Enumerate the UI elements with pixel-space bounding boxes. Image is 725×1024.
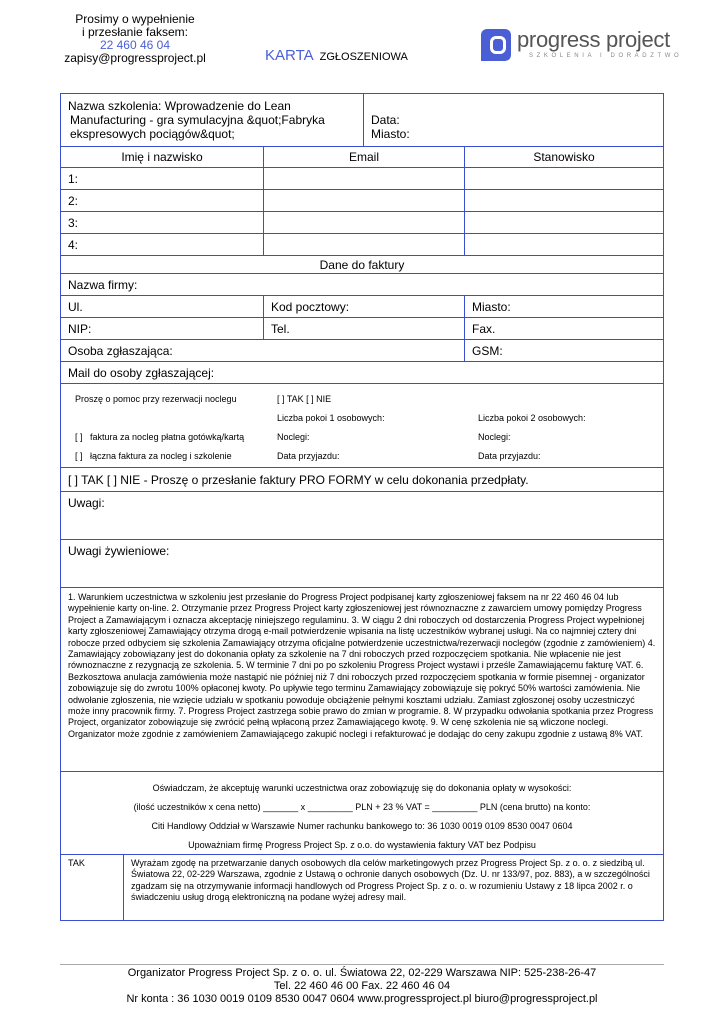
company-row xyxy=(61,273,663,295)
rooms-double-label: Liczba pokoi 2 osobowych: xyxy=(478,413,586,423)
participant-position-4[interactable] xyxy=(464,234,663,255)
joint-invoice-checkbox[interactable]: [ ] xyxy=(75,451,83,461)
cash-invoice-label: faktura za nocleg płatna gotówką/kartą xyxy=(90,432,245,442)
fax-number: 22 460 46 04 xyxy=(99,38,171,52)
date-city-field[interactable] xyxy=(363,94,663,146)
consent-paragraph: Wyrażam zgodę na przetwarzanie danych osobowych dla celów marketingowych przez Progress Project Sp. z o. o. z siedzibą ul. Światowa 22, 02-229 Warszawa, zgodnie z Ustawą o ochronie danych osobowych (Dz. U. nr 133/97, poz. 883), a w szczególności zgadzam się na otrzymywanie informacji handlowych od Progress Project Sp. z o. o. w rozumieniu Ustawy z 18 lipca 2002 r. o świadczeniu usług drogą elektroniczną na podane wyżej adresy mail. xyxy=(131,858,650,903)
declaration-line-1: Oświadczam, że akceptuję warunki uczestnictwa oraz zobowiązuję się do dokonania opłaty w wysokości: xyxy=(152,783,572,793)
contact-email: zapisy@progressproject.pl xyxy=(64,51,206,65)
applicant-field[interactable]: Osoba zgłaszająca: xyxy=(68,344,173,358)
invoice-header-row xyxy=(61,255,663,273)
diet-field[interactable]: Uwagi żywieniowe: xyxy=(68,544,170,558)
nights-label-1: Noclegi: xyxy=(277,432,310,442)
accommodation-middle xyxy=(263,384,464,467)
address-row xyxy=(61,295,663,317)
street-field[interactable]: Ul. xyxy=(68,300,83,314)
participant-email-3[interactable] xyxy=(263,212,464,233)
nip-field[interactable]: NIP: xyxy=(68,322,92,336)
instruction-line-1: Prosimy o wypełnienie xyxy=(75,12,195,26)
registration-form xyxy=(60,93,664,921)
accommodation-section xyxy=(61,383,663,467)
accommodation-left xyxy=(61,384,263,467)
participant-email-1[interactable] xyxy=(263,168,464,189)
training-row xyxy=(61,94,663,146)
declaration-line-3: Citi Handlowy Oddział w Warszawie Numer rachunku bankowego to: 36 1030 0019 0109 8530 0047 0604 xyxy=(151,821,573,831)
consent-checkbox[interactable]: TAK xyxy=(68,858,85,868)
applicant-row xyxy=(61,339,663,361)
logo-tagline: SZKOLENIA I DORADZTWO xyxy=(529,53,683,59)
col-email: Email xyxy=(263,147,464,167)
terms-text: 1. Warunkiem uczestnictwa w szkoleniu jest przesłanie do Progress Project podpisanej karty zgłoszeniowej faksem na nr 22 460 46 04 lub wypełnienie karty on-line. 2. Otrzymanie przez Progress Project karty zgłoszeniowej jest równoznaczne z zawarciem umowy pomiędzy Progress Project a Zamawiającym i oznacza akceptację niniejszego regulaminu. 3. W ciągu 2 dni roboczych od dostarczenia Progress Project wypełnionej karty zgłoszeniowej Zamawiający otrzyma drogą e-mail potwierdzenie wpisania na listę uczestników wybranej usługi. Na co najmniej cztery dni robocze przed odbyciem się szkolenia Zamawiający otrzyma oficjalne potwierdzenie uczestnictwa/rezerwacji noclegów (zgodnie z zamówieniem) 4. Zamawiający zobowiązany jest do dokonania opłaty za szkolenie na 7 dni roboczych przed rozpoczęciem spotkania. Nie wpłacenie nie jest równoznaczne z rezygnacją ze szkolenia. 5. W terminie 7 dni po po szkoleniu Progress Project wystawi i prześle Zamawiającemu fakturę VAT. 6. Bezkosztowa anulacja zamówienia może nastąpić nie później niż 7 dni roboczych przed rozpoczęciem spotkania w formie pisemnej - organizator zobowiązuje się do zwrotu 100% opłaconej kwoty. Po upływie tego terminu Zamawiający zobowiązuje się pokryć 50% wartości zamówienia. Nie odwołanie zgłoszenia, nie wzięcie udziału w spotkaniu powoduje obciążenie pełnymi kosztami udziału. Zamiast zgłoszonej osoby uczestniczyć może inny pracownik firmy. 7. Progress Project zastrzega sobie prawo do zmian w programie. 8. W przypadku odwołania spotkania przez Progress Project, organizator zobowiązuje się zwrócić pełną wpłaconą przez Zamawiającego kwotę. 9. W cenę szkolenia nie są wliczone noclegi. Organizator może zgodnie z zamówieniem Zamawiającego zakupić noclegi i refakturować je dodając do ceny zakupu zgodnie z ustawą 8% VAT. xyxy=(68,592,656,739)
postal-code-field[interactable]: Kod pocztowy: xyxy=(263,296,464,317)
declaration-line-2: (ilość uczestników x cena netto) _______ x _________ PLN + 23 % VAT = _________ PLN (cena brutto) na konto: xyxy=(133,802,591,812)
training-name[interactable] xyxy=(61,94,363,146)
participant-position-2[interactable] xyxy=(464,190,663,211)
participant-position-1[interactable] xyxy=(464,168,663,189)
col-position: Stanowisko xyxy=(464,147,663,167)
diet-row xyxy=(61,539,663,587)
joint-invoice-label: łączna faktura za nocleg i szkolenie xyxy=(90,451,232,461)
participant-position-3[interactable] xyxy=(464,212,663,233)
terms-row xyxy=(61,587,663,771)
footer-line-3: Nr konta : 36 1030 0019 0109 8530 0047 0604 www.progressproject.pl biuro@progressproject.pl xyxy=(126,993,598,1005)
city-field[interactable]: Miasto: xyxy=(464,296,663,317)
accommodation-yes-no[interactable]: [ ] TAK [ ] NIE xyxy=(277,394,332,404)
company-field[interactable]: Nazwa firmy: xyxy=(68,278,138,292)
remarks-field[interactable]: Uwagi: xyxy=(68,496,105,510)
participants-header xyxy=(61,146,663,167)
participant-name-1[interactable]: 1: xyxy=(68,172,79,186)
accommodation-request: Proszę o pomoc przy rezerwacji noclegu xyxy=(75,394,237,404)
participant-name-4[interactable]: 4: xyxy=(68,238,79,252)
page-footer xyxy=(60,964,664,1006)
participant-row xyxy=(61,211,663,233)
col-name: Imię i nazwisko xyxy=(121,150,203,164)
remarks-row xyxy=(61,491,663,539)
title-sub: ZGŁOSZENIOWA xyxy=(319,51,408,63)
participant-row xyxy=(61,189,663,211)
city-label: Miasto: xyxy=(371,127,410,141)
proforma-option[interactable]: [ ] TAK [ ] NIE - Proszę o przesłanie faktury PRO FORMY w celu dokonania przedpłaty. xyxy=(68,473,529,487)
joint-invoice-option[interactable] xyxy=(75,447,263,466)
logo-mark-icon xyxy=(481,29,511,61)
date-label: Data: xyxy=(371,113,400,127)
cash-invoice-checkbox[interactable]: [ ] xyxy=(75,432,83,442)
participant-name-3[interactable]: 3: xyxy=(68,216,79,230)
consent-text xyxy=(123,855,663,920)
page-title xyxy=(265,47,408,64)
training-line-3: ekspresowych pociągów&quot; xyxy=(70,127,235,141)
instruction-line-2: i przesłanie faksem: xyxy=(81,25,189,39)
participant-row xyxy=(61,167,663,189)
logo-name: progress project xyxy=(517,27,670,52)
gsm-field[interactable]: GSM: xyxy=(464,340,663,361)
participant-name-2[interactable]: 2: xyxy=(68,194,79,208)
applicant-mail-field[interactable]: Mail do osoby zgłaszającej: xyxy=(68,366,215,380)
footer-line-2: Tel. 22 460 46 00 Fax. 22 460 46 04 xyxy=(273,980,451,992)
contact-row xyxy=(61,317,663,339)
accommodation-right xyxy=(464,384,663,467)
title-main: KARTA xyxy=(265,47,314,64)
invoice-header: Dane do faktury xyxy=(319,258,405,272)
declaration-line-4: Upoważniam firmę Progress Project Sp. z o.o. do wystawienia faktury VAT bez Podpisu xyxy=(188,840,536,850)
training-label: Nazwa szkolenia: Wprowadzenie do Lean xyxy=(68,99,291,113)
applicant-mail-row xyxy=(61,361,663,383)
fax-field[interactable]: Fax. xyxy=(464,318,663,339)
consent-row xyxy=(61,854,663,920)
participant-row xyxy=(61,233,663,255)
participant-email-2[interactable] xyxy=(263,190,464,211)
rooms-single-label: Liczba pokoi 1 osobowych: xyxy=(277,413,385,423)
fax-instructions xyxy=(60,13,210,65)
declaration-block xyxy=(61,772,663,854)
participant-email-4[interactable] xyxy=(263,234,464,255)
tel-field[interactable]: Tel. xyxy=(263,318,464,339)
declaration-row xyxy=(61,771,663,854)
training-line-2: Manufacturing - gra symulacyjna &quot;Fabryka xyxy=(70,113,325,127)
cash-invoice-option[interactable] xyxy=(75,428,263,447)
arrival-label-1: Data przyjazdu: xyxy=(277,451,340,461)
proforma-row xyxy=(61,467,663,491)
nights-label-2: Noclegi: xyxy=(478,432,511,442)
footer-line-1: Organizator Progress Project Sp. z o. o. ul. Światowa 22, 02-229 Warszawa NIP: 525-238-26-47 xyxy=(127,967,597,979)
arrival-label-2: Data przyjazdu: xyxy=(478,451,541,461)
